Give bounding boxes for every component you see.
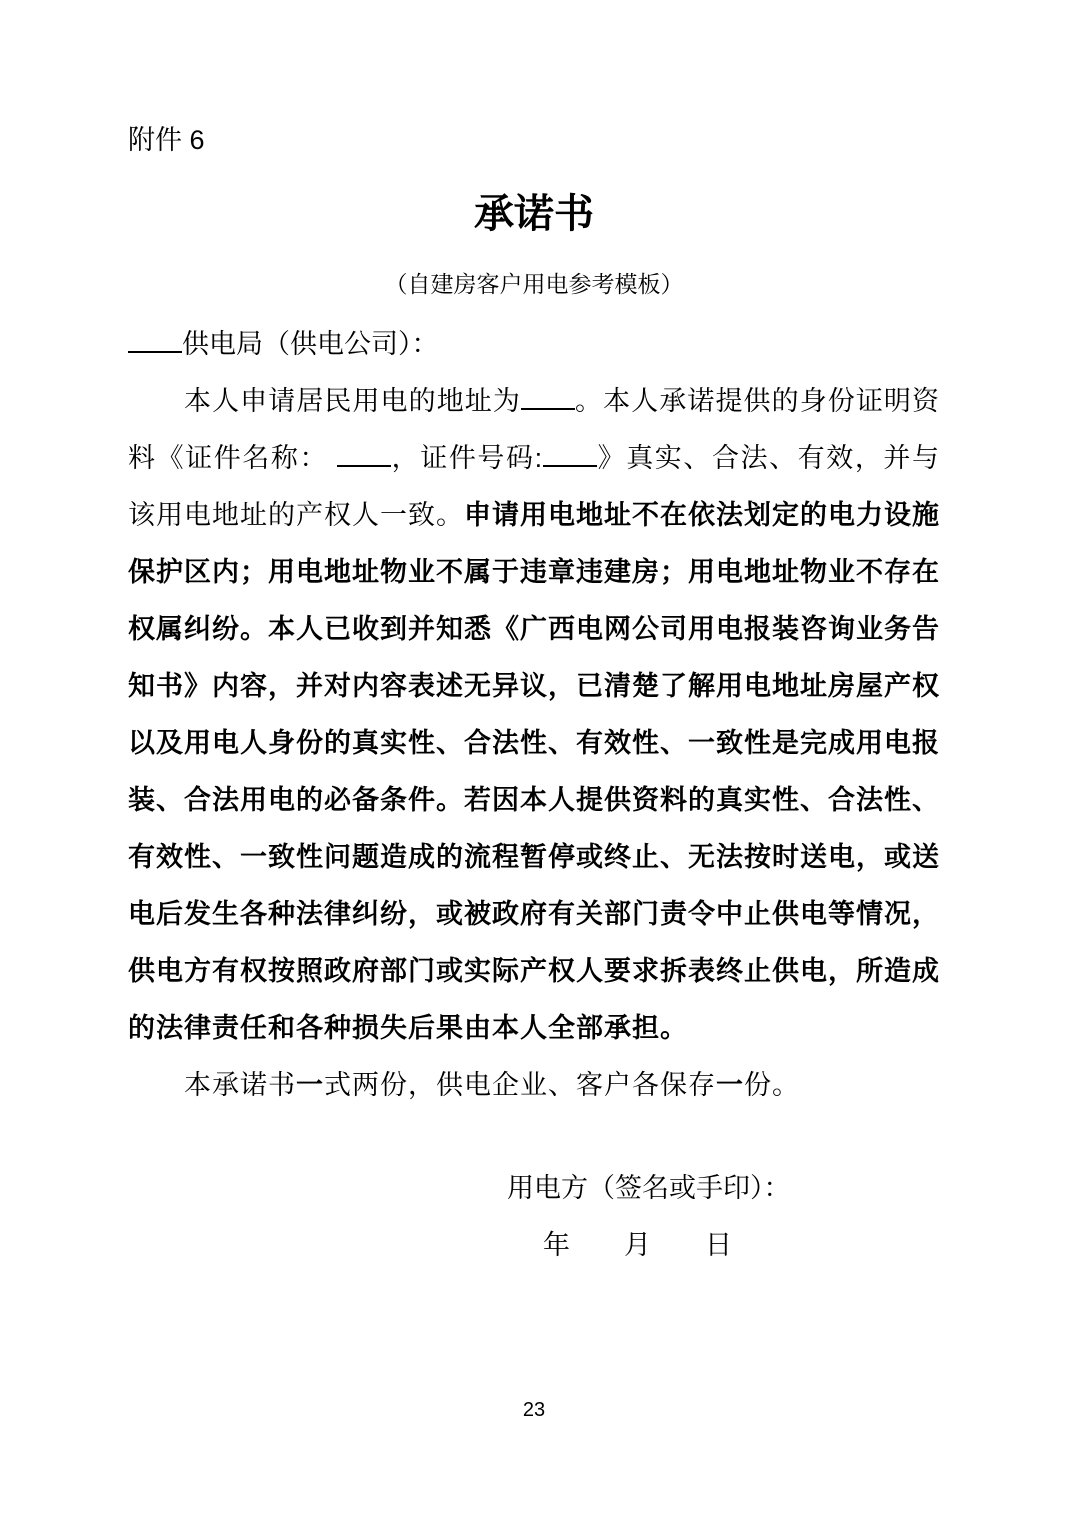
copies-paragraph [128, 1057, 940, 1114]
seg-address-prefix: 本人申请居民用电的地址为 [184, 386, 521, 416]
commitment-paragraph [128, 373, 940, 1057]
seg-cert-number-prefix: ，证件号码: [391, 443, 544, 473]
seg-copies-one-1: 一 [296, 1070, 324, 1100]
seg-copies-one-2: 一 [716, 1070, 744, 1100]
seg-copies-text-3: 份。 [744, 1070, 800, 1100]
attachment-label: 附件 6 [128, 125, 205, 155]
seg-salutation-text: 供电局（供电公司）： [182, 329, 439, 359]
salutation-line [128, 316, 940, 373]
blank-address [521, 381, 575, 410]
signature-label: 用电方（签名或手印）： [507, 1173, 791, 1203]
seg-copies-text-2: 式两份，供电企业、客户各保存 [324, 1070, 716, 1100]
document-subtitle: （自建房客户用电参考模板） [384, 271, 684, 297]
page-number: 23 [522, 1399, 546, 1421]
document-title: 承诺书 [474, 192, 594, 236]
blank-cert-number [543, 438, 597, 467]
seg-cert-name-prefix: 。本人承诺提供的身份证明资料《证件名称： [128, 386, 941, 473]
blank-supply-bureau-name [128, 324, 182, 353]
signature-date-line: 年 月 日 [543, 1230, 732, 1260]
seg-commitment-bold: 申请用电地址不在依法划定的电力设施保护区内；用电地址物业不属于违章违建房；用电地址物业不存在权属纠纷。本人已收到并知悉《广西电网公司用电报装咨询业务告知书》内容，并对内容表述无异议，已清楚了解用电地址房屋产权以及用电人身份的真实性、合法性、有效性、一致性是完成用电报装、合法用电的必备条件。若因本人提供资料的真实性、合法性、有效性、一致性问题造成的流程暂停或终止、无法按时送电，或送电后发生各种法律纠纷，或被政府有关部门责令中止供电等情况，供电方有权按照政府部门或实际产权人要求拆表终止供电，所造成的法律责任和各种损失后果由本人全部承担。 [128, 500, 940, 1043]
blank-cert-name [337, 438, 391, 467]
signature-block [507, 1160, 940, 1274]
seg-validity-statement: 》真实、合法、有效，并与该用电地址的产权人一致。 [128, 443, 940, 530]
seg-copies-text-1: 本承诺书 [184, 1070, 296, 1100]
